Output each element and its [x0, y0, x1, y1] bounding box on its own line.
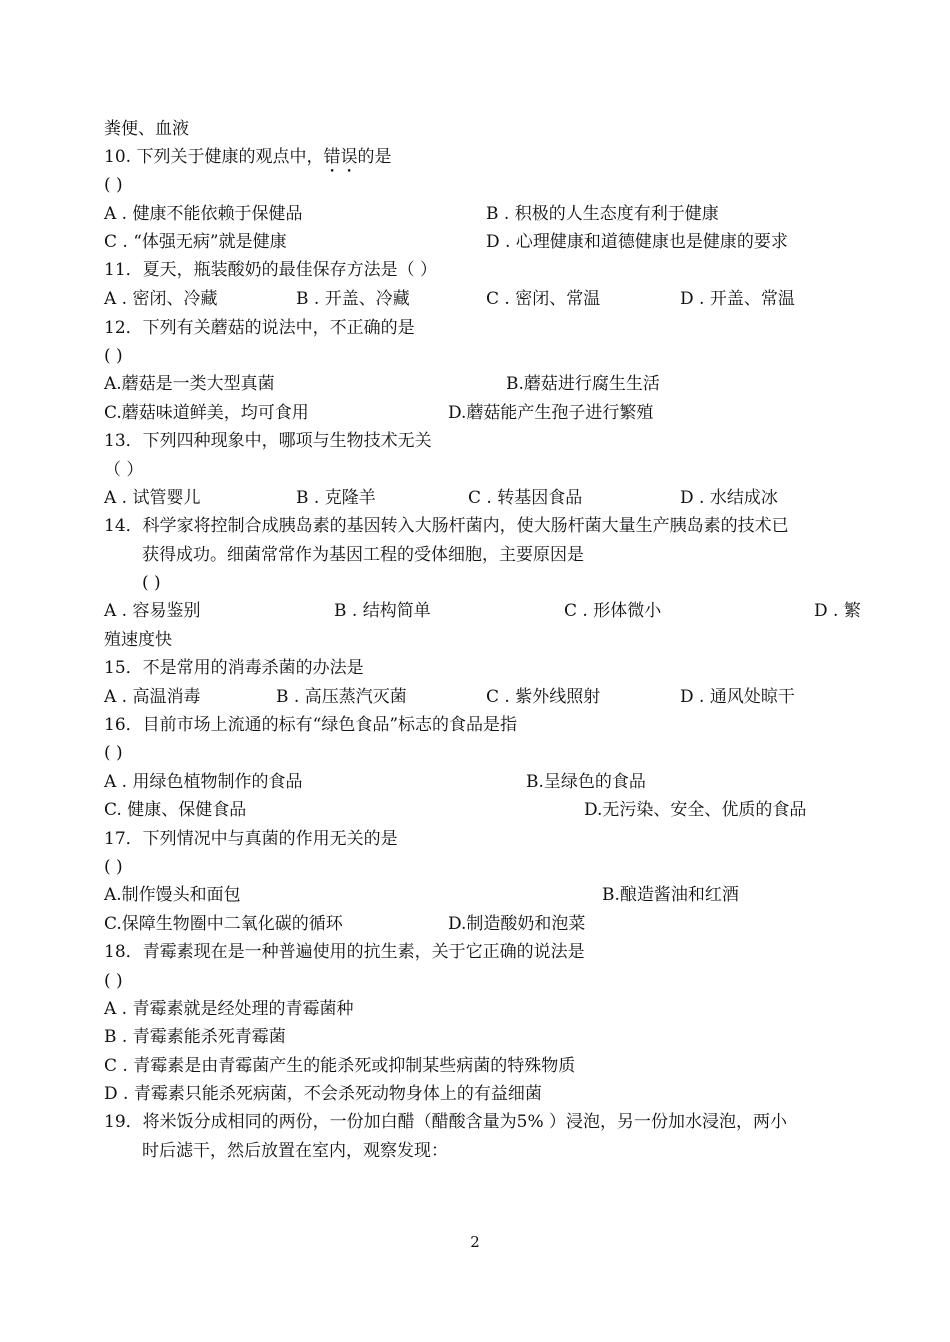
option-a: A.蘑菇是一类大型真菌 — [104, 374, 275, 394]
option-c: C . 形体微小 — [564, 601, 662, 621]
question-10-stem: 10. 下列关于健康的观点中， — [104, 147, 324, 167]
answer-bracket: ( ) — [104, 857, 123, 877]
question-19-continuation: 时后滤干，然后放置在室内，观察发现： — [142, 1141, 448, 1161]
question-14-continuation: 获得成功。细菌常常作为基因工程的受体细胞，主要原因是 — [142, 545, 584, 565]
option-c: C.保障生物圈中二氧化碳的循环 — [104, 914, 343, 934]
option-d: D . 青霉素只能杀死病菌，不会杀死动物身体上的有益细菌 — [104, 1084, 542, 1104]
option-c: C . “体强无病”就是健康 — [104, 232, 287, 252]
page-number: 2 — [470, 1233, 480, 1251]
option-b: B . 开盖、冷藏 — [296, 289, 410, 309]
option-d: D . 开盖、常温 — [680, 289, 795, 309]
question-17: 17．下列情况中与真菌的作用无关的是 — [104, 829, 398, 849]
option-b: B . 结构简单 — [334, 601, 431, 621]
option-d: D . 水结成冰 — [680, 488, 778, 508]
question-13: 13．下列四种现象中，哪项与生物技术无关 — [104, 431, 432, 451]
question-10-emphasis: 错误 — [323, 147, 358, 167]
text-line-continuation: 粪便、血液 — [104, 119, 189, 139]
option-b: B . 克隆羊 — [296, 488, 376, 508]
option-c: C. 健康、保健食品 — [104, 800, 247, 820]
question-10 — [104, 145, 391, 169]
question-12: 12．下列有关蘑菇的说法中，不正确的是 — [104, 318, 415, 338]
option-d: D . 繁 — [814, 601, 861, 621]
option-d: D.蘑菇能产生孢子进行繁殖 — [448, 403, 654, 423]
option-a: A . 用绿色植物制作的食品 — [104, 772, 303, 792]
option-c: C . 青霉素是由青霉菌产生的能杀死或抑制某些病菌的特殊物质 — [104, 1056, 576, 1076]
answer-bracket: ( ) — [104, 346, 123, 366]
option-a: A . 容易鉴别 — [104, 601, 201, 621]
option-c: C.蘑菇味道鲜美，均可食用 — [104, 403, 309, 423]
option-a: A . 密闭、冷藏 — [104, 289, 218, 309]
option-d: D.无污染、安全、优质的食品 — [584, 800, 807, 820]
option-b: B . 青霉素能杀死青霉菌 — [104, 1027, 286, 1047]
option-a: A . 健康不能依赖于保健品 — [104, 204, 303, 224]
option-b: B.呈绿色的食品 — [526, 772, 646, 792]
option-d: D . 心理健康和道德健康也是健康的要求 — [486, 232, 788, 252]
answer-bracket: ( ) — [104, 175, 123, 195]
answer-bracket: ( ) — [104, 971, 123, 991]
option-b: B.酿造酱油和红酒 — [602, 885, 739, 905]
option-d-continuation: 殖速度快 — [104, 630, 172, 650]
option-a: A . 高温消毒 — [104, 687, 201, 707]
answer-bracket: ( ) — [142, 573, 161, 593]
option-b: B . 高压蒸汽灭菌 — [276, 687, 407, 707]
option-a: A . 试管婴儿 — [104, 488, 201, 508]
option-b: B . 积极的人生态度有利于健康 — [486, 204, 719, 224]
question-14: 14．科学家将控制合成胰岛素的基因转入大肠杆菌内，使大肠杆菌大量生产胰岛素的技术已 — [104, 516, 789, 536]
question-11: 11．夏天，瓶装酸奶的最佳保存方法是（ ） — [104, 260, 438, 280]
question-15: 15．不是常用的消毒杀菌的办法是 — [104, 658, 364, 678]
answer-bracket: （ ） — [104, 460, 144, 480]
option-b: B.蘑菇进行腐生生活 — [506, 374, 660, 394]
option-a: A . 青霉素就是经处理的青霉菌种 — [104, 999, 354, 1019]
answer-bracket: ( ) — [104, 743, 123, 763]
option-d: D.制造酸奶和泡菜 — [448, 914, 586, 934]
question-19: 19．将米饭分成相同的两份，一份加白醋（醋酸含量为5% ）浸泡，另一份加水浸泡，两小 — [104, 1112, 788, 1132]
option-a: A.制作馒头和面包 — [104, 885, 241, 905]
option-c: C . 转基因食品 — [468, 488, 583, 508]
option-d: D . 通风处晾干 — [680, 687, 795, 707]
option-c: C . 紫外线照射 — [486, 687, 601, 707]
option-c: C . 密闭、常温 — [486, 289, 601, 309]
question-10-tail: 的是 — [357, 147, 392, 167]
question-16: 16．目前市场上流通的标有“绿色食品”标志的食品是指 — [104, 715, 518, 735]
question-18: 18．青霉素现在是一种普遍使用的抗生素，关于它正确的说法是 — [104, 942, 585, 962]
